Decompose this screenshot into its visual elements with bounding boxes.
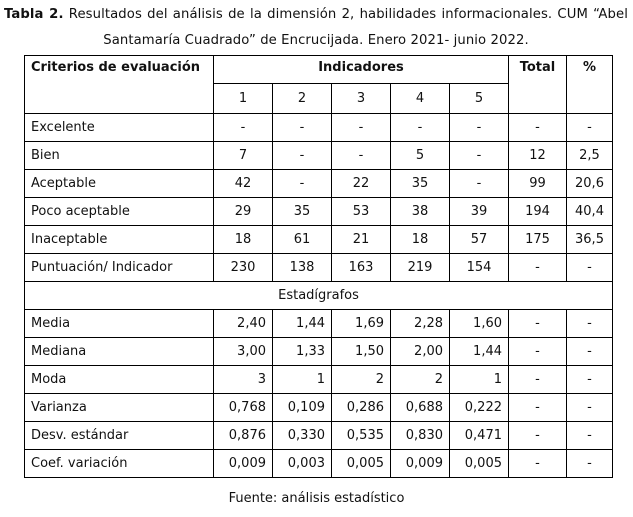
- indicator-cell: 0,005: [332, 450, 391, 478]
- indicator-cell: 2: [391, 366, 450, 394]
- indicator-cell: 0,109: [273, 394, 332, 422]
- row-label: Inaceptable: [25, 226, 214, 254]
- indicator-cell: 3: [214, 366, 273, 394]
- indicator-cell: 0,222: [450, 394, 509, 422]
- header-indicators: Indicadores: [214, 56, 509, 84]
- indicator-cell: 5: [391, 142, 450, 170]
- row-label: Moda: [25, 366, 214, 394]
- indicator-cell: 35: [391, 170, 450, 198]
- header-criteria: Criterios de evaluación: [25, 56, 214, 114]
- indicator-cell: -: [391, 114, 450, 142]
- row-label: Bien: [25, 142, 214, 170]
- indicator-cell: -: [332, 114, 391, 142]
- total-cell: -: [509, 338, 567, 366]
- row-label: Media: [25, 310, 214, 338]
- percent-cell: 2,5: [567, 142, 613, 170]
- indicator-cell: 1: [273, 366, 332, 394]
- indicator-cell: 2,40: [214, 310, 273, 338]
- percent-cell: -: [567, 114, 613, 142]
- stats-row: [25, 310, 613, 338]
- percent-cell: -: [567, 422, 613, 450]
- header-total: Total: [509, 56, 567, 114]
- percent-cell: 36,5: [567, 226, 613, 254]
- percent-cell: -: [567, 450, 613, 478]
- indicator-cell: -: [273, 114, 332, 142]
- percent-cell: -: [567, 254, 613, 282]
- total-cell: -: [509, 422, 567, 450]
- percent-cell: -: [567, 338, 613, 366]
- indicator-cell: -: [214, 114, 273, 142]
- indicator-number: 3: [332, 84, 391, 114]
- indicator-cell: 38: [391, 198, 450, 226]
- caption-line-1: [4, 2, 628, 28]
- indicator-cell: 35: [273, 198, 332, 226]
- indicator-cell: 163: [332, 254, 391, 282]
- indicator-cell: 0,286: [332, 394, 391, 422]
- table-source-note: Fuente: análisis estadístico: [228, 491, 405, 506]
- indicator-number: 5: [450, 84, 509, 114]
- percent-cell: -: [567, 366, 613, 394]
- indicator-cell: 1,60: [450, 310, 509, 338]
- total-cell: 194: [509, 198, 567, 226]
- indicator-cell: 0,471: [450, 422, 509, 450]
- header-percent: %: [567, 56, 613, 114]
- row-label: Aceptable: [25, 170, 214, 198]
- indicator-cell: 53: [332, 198, 391, 226]
- indicator-cell: 3,00: [214, 338, 273, 366]
- indicator-cell: 21: [332, 226, 391, 254]
- total-cell: 12: [509, 142, 567, 170]
- stats-row: [25, 394, 613, 422]
- indicator-cell: 22: [332, 170, 391, 198]
- total-cell: -: [509, 366, 567, 394]
- indicator-cell: 0,535: [332, 422, 391, 450]
- caption-line-2: Santamaría Cuadrado” de Encrucijada. Enero 2021- junio 2022.: [103, 33, 529, 48]
- table-caption: [4, 2, 628, 54]
- total-cell: -: [509, 114, 567, 142]
- indicator-cell: -: [450, 142, 509, 170]
- indicator-cell: -: [273, 170, 332, 198]
- total-cell: -: [509, 310, 567, 338]
- results-table-body: [25, 56, 613, 478]
- total-cell: -: [509, 394, 567, 422]
- criteria-row: [25, 198, 613, 226]
- criteria-row: [25, 226, 613, 254]
- indicator-cell: 2,00: [391, 338, 450, 366]
- criteria-row: [25, 142, 613, 170]
- indicator-cell: 1,50: [332, 338, 391, 366]
- criteria-row: [25, 114, 613, 142]
- stats-section-label: Estadígrafos: [25, 282, 613, 310]
- row-label: Poco aceptable: [25, 198, 214, 226]
- total-cell: -: [509, 450, 567, 478]
- stats-row: [25, 422, 613, 450]
- indicator-cell: 29: [214, 198, 273, 226]
- indicator-cell: 0,830: [391, 422, 450, 450]
- total-cell: 99: [509, 170, 567, 198]
- header-row: [25, 56, 613, 84]
- indicator-cell: 0,009: [214, 450, 273, 478]
- indicator-cell: 0,768: [214, 394, 273, 422]
- indicator-cell: 1,33: [273, 338, 332, 366]
- indicator-cell: 230: [214, 254, 273, 282]
- indicator-cell: -: [332, 142, 391, 170]
- indicator-number: 2: [273, 84, 332, 114]
- indicator-cell: -: [450, 114, 509, 142]
- stats-row: [25, 338, 613, 366]
- stats-row: [25, 450, 613, 478]
- indicator-cell: 1,44: [450, 338, 509, 366]
- indicator-cell: 0,005: [450, 450, 509, 478]
- indicator-cell: 18: [214, 226, 273, 254]
- indicator-cell: 61: [273, 226, 332, 254]
- indicator-cell: 138: [273, 254, 332, 282]
- indicator-cell: 0,876: [214, 422, 273, 450]
- percent-cell: 20,6: [567, 170, 613, 198]
- indicator-cell: 2: [332, 366, 391, 394]
- indicator-cell: 57: [450, 226, 509, 254]
- total-cell: 175: [509, 226, 567, 254]
- criteria-row: [25, 170, 613, 198]
- total-cell: -: [509, 254, 567, 282]
- percent-cell: 40,4: [567, 198, 613, 226]
- percent-cell: -: [567, 310, 613, 338]
- indicator-cell: -: [450, 170, 509, 198]
- row-label: Mediana: [25, 338, 214, 366]
- indicator-cell: 18: [391, 226, 450, 254]
- caption-label: Tabla 2.: [4, 7, 64, 22]
- indicator-cell: 0,003: [273, 450, 332, 478]
- row-label: Varianza: [25, 394, 214, 422]
- row-label: Puntuación/ Indicador: [25, 254, 214, 282]
- indicator-cell: 0,009: [391, 450, 450, 478]
- indicator-cell: 7: [214, 142, 273, 170]
- indicator-cell: 219: [391, 254, 450, 282]
- row-label: Desv. estándar: [25, 422, 214, 450]
- row-label: Coef. variación: [25, 450, 214, 478]
- indicator-cell: 0,688: [391, 394, 450, 422]
- percent-cell: -: [567, 394, 613, 422]
- stats-row: [25, 366, 613, 394]
- indicator-number: 1: [214, 84, 273, 114]
- indicator-cell: 1,44: [273, 310, 332, 338]
- indicator-cell: 154: [450, 254, 509, 282]
- indicator-cell: 1: [450, 366, 509, 394]
- indicator-cell: -: [273, 142, 332, 170]
- row-label: Excelente: [25, 114, 214, 142]
- indicator-cell: 42: [214, 170, 273, 198]
- indicator-number: 4: [391, 84, 450, 114]
- indicator-cell: 1,69: [332, 310, 391, 338]
- indicator-cell: 39: [450, 198, 509, 226]
- results-table: [24, 55, 613, 478]
- indicator-cell: 2,28: [391, 310, 450, 338]
- indicator-cell: 0,330: [273, 422, 332, 450]
- criteria-row: [25, 254, 613, 282]
- stats-section-row: [25, 282, 613, 310]
- caption-title-part-1: Resultados del análisis de la dimensión 2, habilidades informacionales. CUM “Abel: [63, 7, 628, 22]
